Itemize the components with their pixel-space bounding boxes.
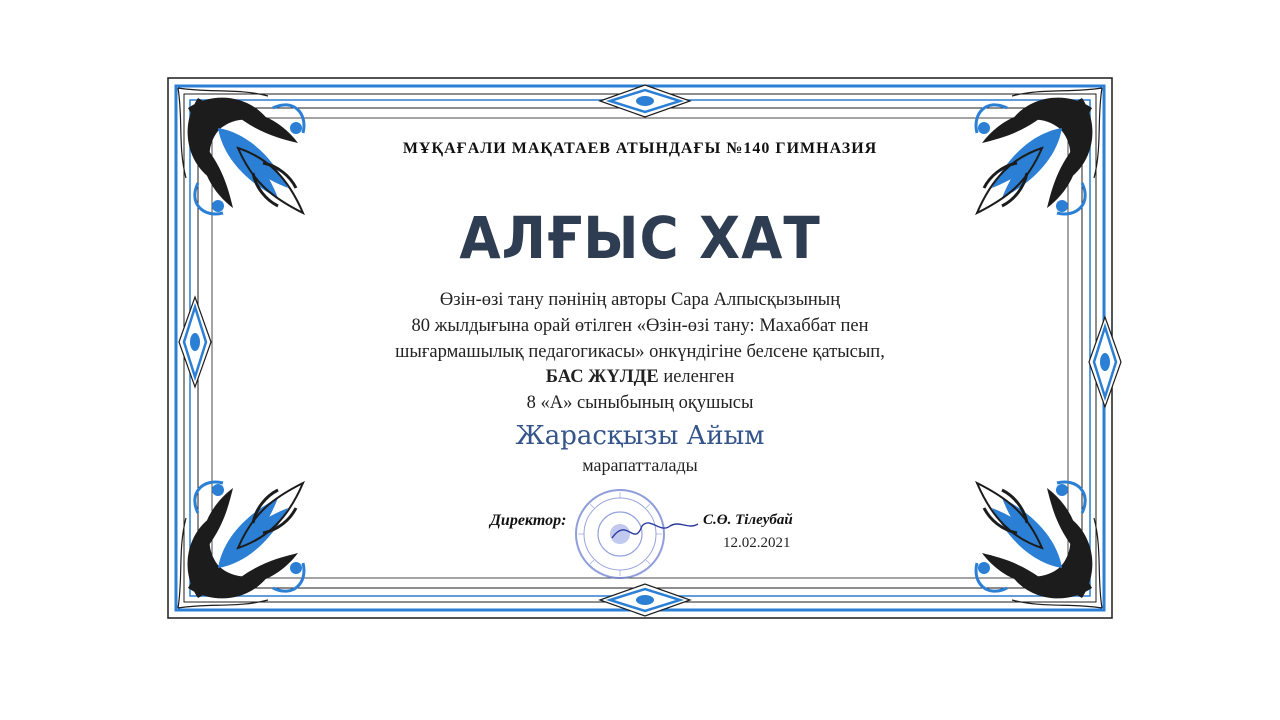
director-name: С.Ө. Тілеубай (703, 512, 793, 528)
body-line-3: шығармашылық педагогикасы» онкүндігіне белсене қатысып, (395, 341, 885, 362)
award-bold: БАС ЖҮЛДЕ (545, 367, 659, 388)
awarded-word: марапатталады (582, 455, 698, 475)
award-line (0, 365, 1280, 391)
recipient-name: Жарасқызы Айым (515, 421, 765, 451)
official-seal-icon (572, 486, 700, 582)
body-line-2: 80 жылдығына орай өтілген «Өзін-өзі тану: Махаббат пен (411, 315, 869, 336)
diamond-ornament-top (600, 85, 690, 117)
school-name: МҰҚАҒАЛИ МАҚАТАЕВ АТЫНДАҒЫ №140 ГИМНАЗИЯ (402, 140, 878, 157)
body-line-1: Өзін-өзі тану пәнінің авторы Сара Алпысқызының (439, 290, 841, 310)
corner-ornament-bottom-left (178, 482, 304, 608)
certificate-body (0, 288, 1280, 417)
corner-ornament-bottom-right (976, 482, 1102, 608)
certificate-date: 12.02.2021 (723, 535, 791, 551)
certificate-title: АЛҒЫС ХАТ (459, 204, 821, 272)
class-line: 8 «А» сыныбының оқушысы (526, 393, 754, 414)
award-rest: иеленген (658, 367, 735, 388)
director-label: Директор: (490, 512, 567, 529)
